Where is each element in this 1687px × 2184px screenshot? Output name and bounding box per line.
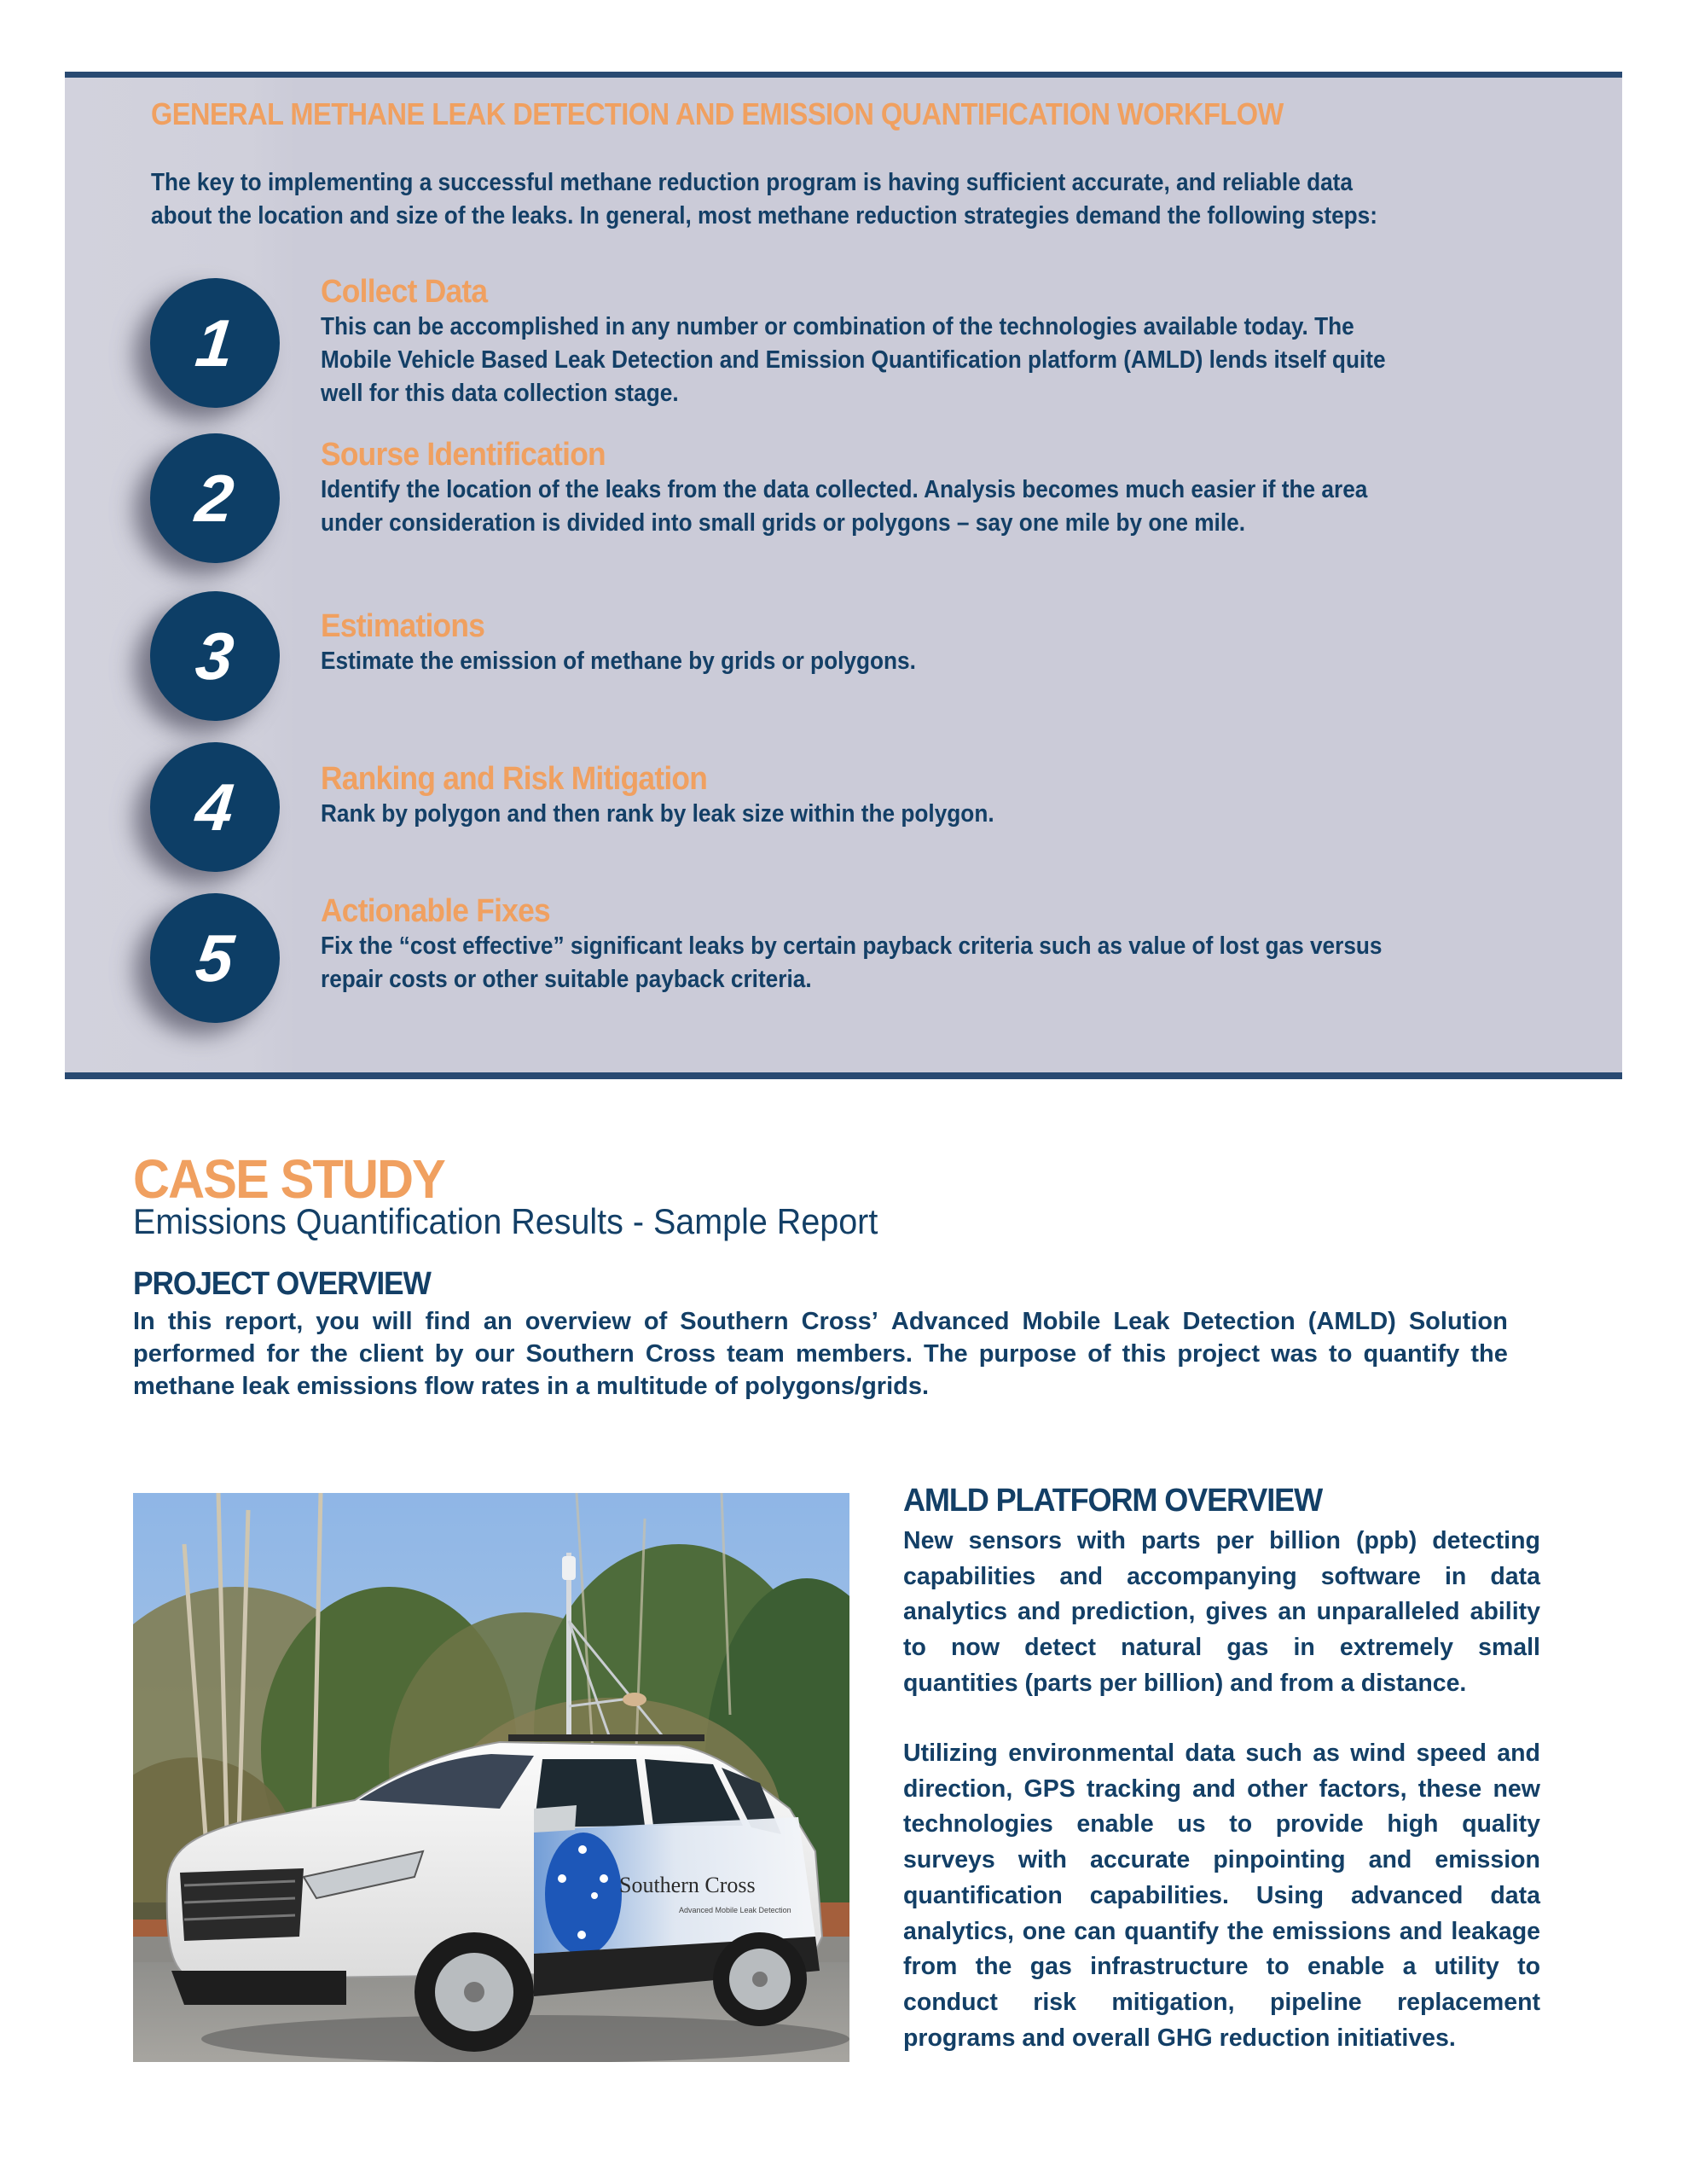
workflow-step-3 xyxy=(65,591,1622,736)
step-heading: Sourse Identification xyxy=(321,437,606,473)
workflow-step-1 xyxy=(65,274,1622,423)
project-overview-line: performed for the client by our Southern Cross team members. The purpose of this project was to quantify the xyxy=(133,1340,1508,1368)
step-heading: Actionable Fixes xyxy=(321,893,550,929)
step-heading: Collect Data xyxy=(321,274,488,310)
workflow-intro-line: The key to implementing a successful methane reduction program is having sufficient accurate, and reliable data xyxy=(151,169,1353,196)
amld-paragraph-line: programs and overall GHG reduction initiatives. xyxy=(903,2024,1456,2052)
amld-overview-paragraph-2 xyxy=(903,1736,1540,2056)
workflow-panel xyxy=(65,72,1622,1079)
workflow-intro xyxy=(151,166,1563,233)
step-description xyxy=(321,473,1576,540)
step-description xyxy=(321,930,1576,996)
amld-paragraph-line: capabilities and accompanying software in data xyxy=(903,1562,1540,1590)
step-description-line: This can be accomplished in any number or combination of the technologies available today. The xyxy=(321,313,1354,340)
amld-paragraph-line: technologies enable us to provide high quality xyxy=(903,1810,1540,1838)
step-description-line: Identify the location of the leaks from the data collected. Analysis becomes much easier if the area xyxy=(321,476,1368,503)
workflow-intro-line: about the location and size of the leaks. In general, most methane reduction strategies demand the following steps: xyxy=(151,202,1377,229)
step-number-badge: 3 xyxy=(150,591,280,721)
step-description-line: Rank by polygon and then rank by leak size within the polygon. xyxy=(321,800,994,828)
project-overview-line: methane leak emissions flow rates in a multitude of polygons/grids. xyxy=(133,1373,930,1400)
amld-paragraph-line: conduct risk mitigation, pipeline replacement xyxy=(903,1988,1540,2016)
door-logo-tagline: Advanced Mobile Leak Detection xyxy=(679,1906,791,1914)
step-number-badge: 5 xyxy=(150,893,280,1023)
amld-paragraph-line: quantification capabilities. Using advanced data xyxy=(903,1881,1540,1909)
amld-overview-paragraph-1 xyxy=(903,1524,1540,1702)
step-number-badge: 2 xyxy=(150,433,280,563)
amld-paragraph-line: quantities (parts per billion) and from a distance. xyxy=(903,1669,1467,1697)
step-description-line: Mobile Vehicle Based Leak Detection and Emission Quantification platform (AMLD) lends itself quite xyxy=(321,346,1386,374)
amld-paragraph-line: to now detect natural gas in extremely small xyxy=(903,1634,1540,1662)
amld-vehicle-photo xyxy=(133,1493,849,2062)
amld-paragraph-line: analytics and prediction, gives an unparalleled ability xyxy=(903,1598,1540,1626)
step-number-badge: 4 xyxy=(150,742,280,872)
step-description-line: Fix the “cost effective” significant leaks by certain payback criteria such as value of lost gas versus xyxy=(321,932,1383,960)
workflow-title: GENERAL METHANE LEAK DETECTION AND EMISSION QUANTIFICATION WORKFLOW xyxy=(151,96,1284,131)
workflow-step-4 xyxy=(65,742,1622,887)
amld-paragraph-line: analytics, one can quantify the emissions and leakage xyxy=(903,1917,1540,1945)
amld-overview-heading: AMLD PLATFORM OVERVIEW xyxy=(903,1483,1323,1519)
step-description-line: repair costs or other suitable payback criteria. xyxy=(321,966,812,993)
workflow-step-2 xyxy=(65,433,1622,578)
case-study-subtitle: Emissions Quantification Results - Sample Report xyxy=(133,1201,878,1241)
step-description-line: well for this data collection stage. xyxy=(321,380,679,407)
step-heading: Ranking and Risk Mitigation xyxy=(321,761,708,797)
amld-paragraph-line: surveys with accurate pinpointing and emission xyxy=(903,1846,1540,1874)
project-overview-heading: PROJECT OVERVIEW xyxy=(133,1266,431,1302)
workflow-step-5 xyxy=(65,893,1622,1038)
amld-paragraph-line: Utilizing environmental data such as wind speed and xyxy=(903,1740,1540,1767)
step-description-line: under consideration is divided into small grids or polygons – say one mile by one mile. xyxy=(321,509,1246,537)
project-overview-body xyxy=(133,1305,1508,1403)
amld-paragraph-line: from the gas infrastructure to enable a utility to xyxy=(903,1953,1540,1981)
project-overview-line: In this report, you will find an overview of Southern Cross’ Advanced Mobile Leak Detection (AMLD) Solution xyxy=(133,1308,1508,1335)
step-description xyxy=(321,645,1576,678)
amld-paragraph-line: direction, GPS tracking and other factors, these new xyxy=(903,1774,1540,1803)
door-logo-text: Southern Cross xyxy=(619,1873,756,1897)
amld-paragraph-line: New sensors with parts per billion (ppb) detecting xyxy=(903,1527,1540,1554)
vehicle-photo-illustration xyxy=(133,1493,849,2062)
step-heading: Estimations xyxy=(321,608,485,644)
step-number-badge: 1 xyxy=(150,278,280,408)
step-description-line: Estimate the emission of methane by grids or polygons. xyxy=(321,648,916,675)
step-description xyxy=(321,798,1576,831)
step-description xyxy=(321,311,1576,410)
case-study-title: CASE STUDY xyxy=(133,1148,445,1210)
